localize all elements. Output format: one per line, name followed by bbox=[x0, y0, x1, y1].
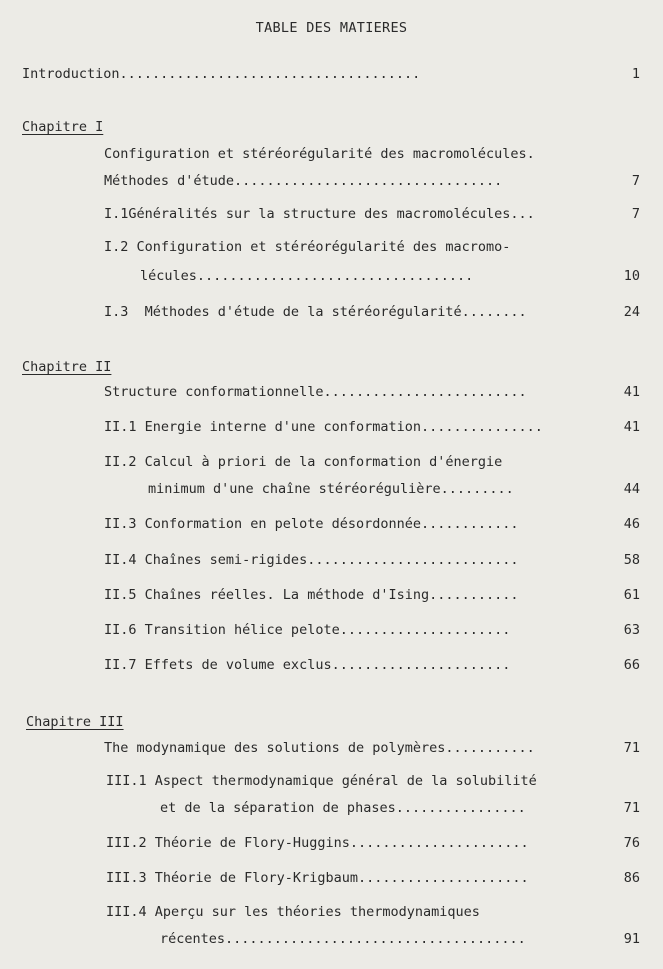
toc-page-number: 46 bbox=[623, 516, 640, 532]
toc-page-number: 44 bbox=[623, 481, 640, 497]
toc-page-number: 91 bbox=[623, 931, 640, 947]
toc-page-number: 1 bbox=[631, 66, 640, 82]
toc-entry: Méthodes d'étude................................. bbox=[104, 173, 503, 189]
toc-page-number: 61 bbox=[623, 587, 640, 603]
toc-entry: I.1Généralités sur la structure des macromolécules... bbox=[104, 206, 535, 222]
toc-entry: II.5 Chaînes réelles. La méthode d'Ising........... bbox=[104, 587, 519, 603]
toc-entry: II.2 Calcul à priori de la conformation d'énergie bbox=[104, 454, 503, 470]
toc-page-number: 71 bbox=[623, 800, 640, 816]
toc-entry: III.2 Théorie de Flory-Huggins...................... bbox=[106, 835, 529, 851]
toc-entry: II.1 Energie interne d'une conformation............... bbox=[104, 419, 543, 435]
toc-entry-introduction: Introduction..................................... bbox=[22, 66, 421, 82]
toc-page-number: 41 bbox=[623, 384, 640, 400]
toc-page-number: 7 bbox=[631, 173, 640, 189]
toc-page-number: 10 bbox=[623, 268, 640, 284]
toc-page-number: 76 bbox=[623, 835, 640, 851]
toc-entry: II.6 Transition hélice pelote..................... bbox=[104, 622, 511, 638]
toc-page-number: 41 bbox=[623, 419, 640, 435]
toc-page-number: 24 bbox=[623, 304, 640, 320]
toc-entry: II.4 Chaînes semi-rigides.......................... bbox=[104, 552, 519, 568]
toc-entry: Structure conformationnelle......................... bbox=[104, 384, 527, 400]
toc-entry: récentes..................................... bbox=[160, 931, 526, 947]
toc-entry: The modynamique des solutions de polymères........... bbox=[104, 740, 535, 756]
toc-entry: et de la séparation de phases................ bbox=[160, 800, 526, 816]
toc-page-number: 86 bbox=[623, 870, 640, 886]
toc-entry: Configuration et stéréorégularité des macromolécules. bbox=[104, 146, 535, 162]
page-title: TABLE DES MATIERES bbox=[255, 20, 408, 36]
toc-page-number: 66 bbox=[623, 657, 640, 673]
toc-entry: II.7 Effets de volume exclus...................... bbox=[104, 657, 511, 673]
toc-entry: I.3 Méthodes d'étude de la stéréorégularité........ bbox=[104, 304, 527, 320]
toc-entry: III.4 Aperçu sur les théories thermodynamiques bbox=[106, 904, 480, 920]
toc-page-number: 58 bbox=[623, 552, 640, 568]
chapter-heading: Chapitre II bbox=[22, 359, 112, 375]
toc-entry: II.3 Conformation en pelote désordonnée............ bbox=[104, 516, 519, 532]
toc-entry: lécules.................................. bbox=[140, 268, 474, 284]
chapter-heading: Chapitre I bbox=[22, 119, 104, 135]
toc-page-number: 71 bbox=[623, 740, 640, 756]
toc-entry: III.1 Aspect thermodynamique général de la solubilité bbox=[106, 773, 537, 789]
toc-page-number: 7 bbox=[631, 206, 640, 222]
toc-entry: I.2 Configuration et stéréorégularité des macromo- bbox=[104, 239, 511, 255]
chapter-heading: Chapitre III bbox=[26, 714, 124, 730]
toc-page-number: 63 bbox=[623, 622, 640, 638]
toc-entry: III.3 Théorie de Flory-Krigbaum..................... bbox=[106, 870, 529, 886]
toc-entry: minimum d'une chaîne stéréorégulière......... bbox=[148, 481, 514, 497]
